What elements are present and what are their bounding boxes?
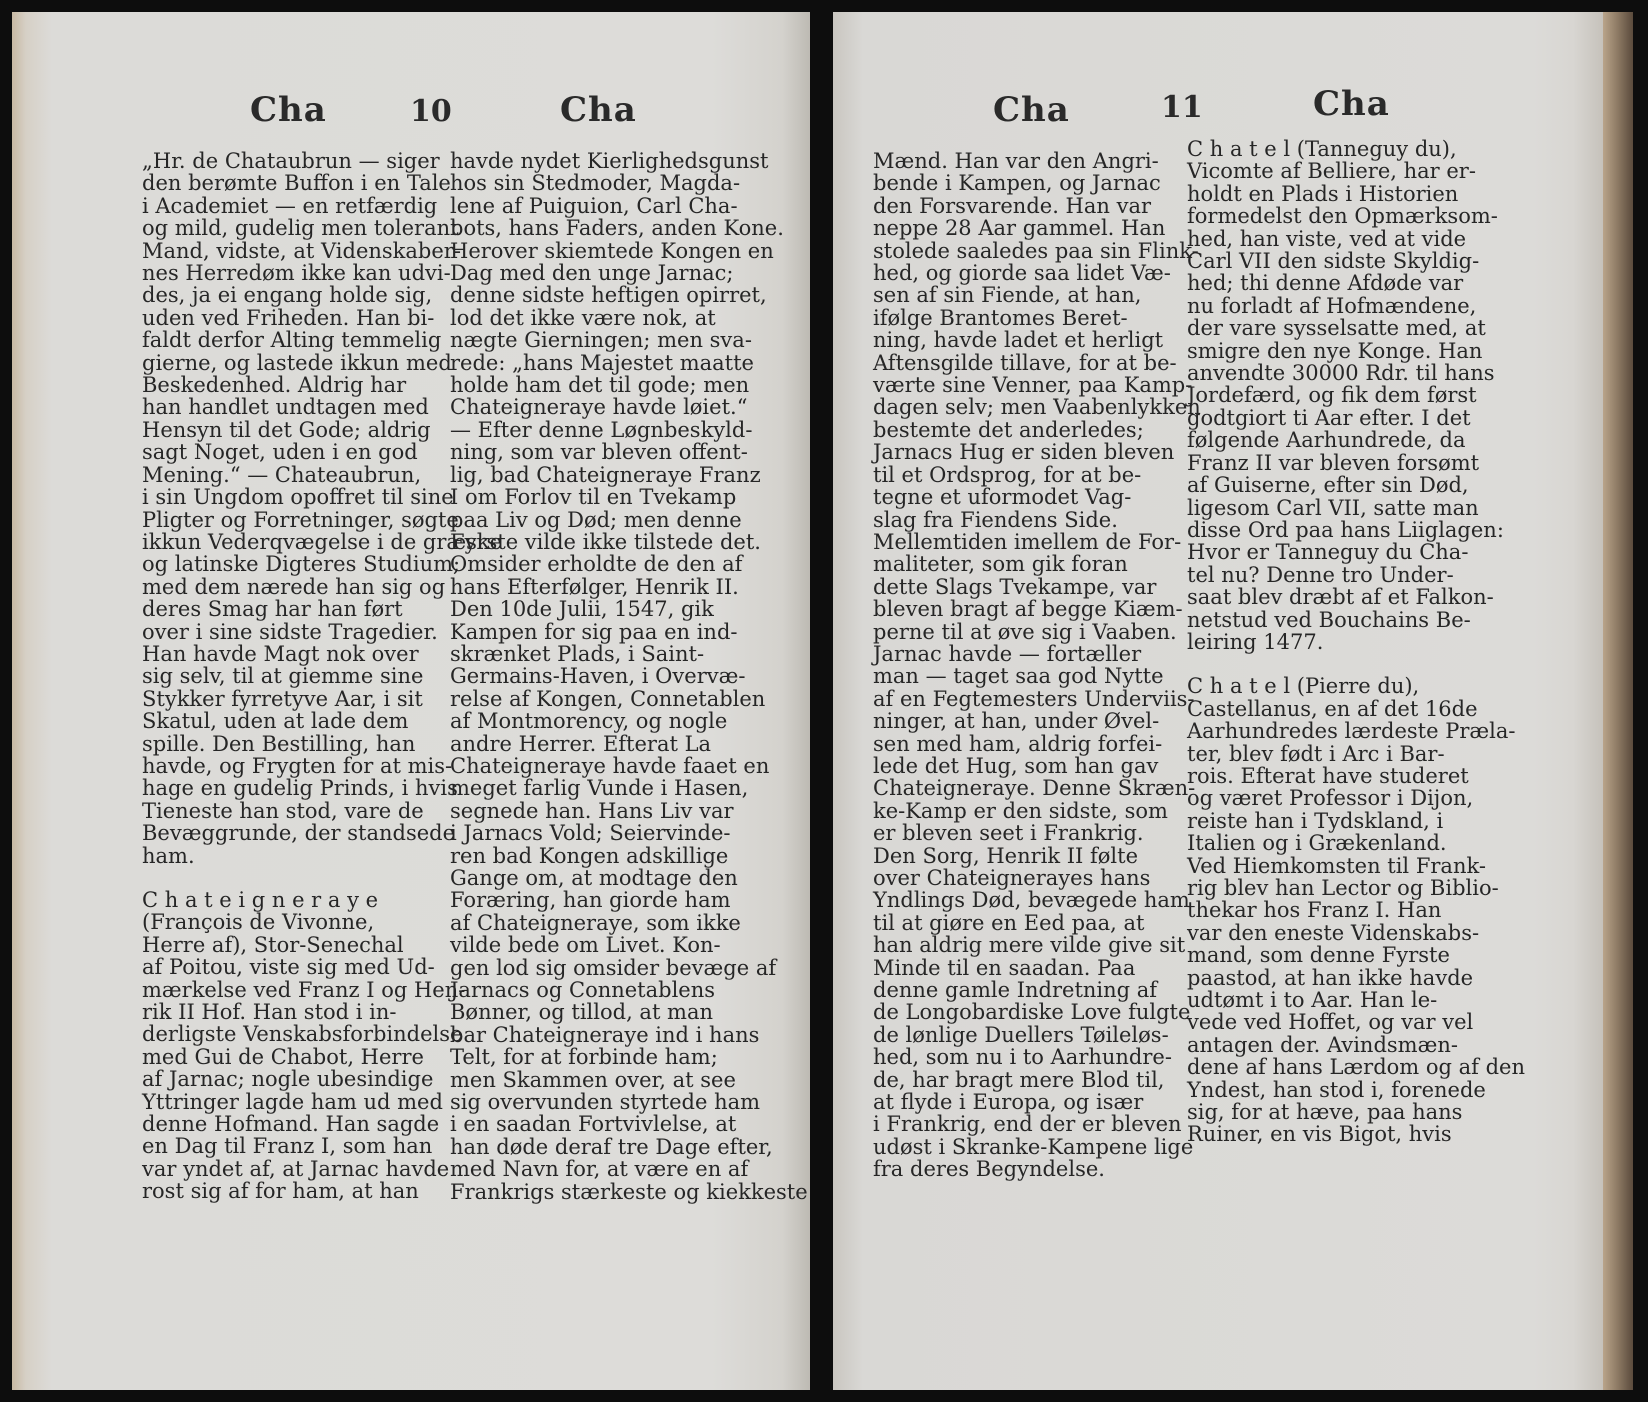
text-line: stolede saaledes paa sin Flink- xyxy=(873,238,1199,263)
text-line: segnede han. Hans Liv var xyxy=(450,798,734,823)
text-line: udtømt i to Aar. Han le- xyxy=(1187,988,1438,1013)
text-line: thekar hos Franz I. Han xyxy=(1187,898,1442,923)
text-line: holdt en Plads i Historien xyxy=(1187,181,1459,206)
text-line: nægte Gierningen; men sva- xyxy=(450,328,752,353)
text-line: anvendte 30000 Rdr. til hans xyxy=(1187,361,1495,386)
text-line: i Frankrig, end der er bleven xyxy=(873,1112,1182,1137)
text-line: Jarnacs og Connetablens xyxy=(450,978,716,1003)
text-line: men Skammen over, at see xyxy=(450,1067,736,1092)
text-line: der vare sysselsatte med, at xyxy=(1187,316,1486,341)
text-line: i sin Ungdom opoffret til sine xyxy=(142,485,454,510)
text-line: Chateigneraye. Denne Skræn- xyxy=(873,776,1196,801)
text-line: rig blev han Lector og Biblio- xyxy=(1187,876,1499,900)
text-line: nu forladt af Hofmændene, xyxy=(1187,293,1477,318)
text-line: Jordefærd, og fik dem først xyxy=(1187,383,1477,408)
right-running-head-left: Cha xyxy=(993,90,1070,130)
text-line: med Gui de Chabot, Herre xyxy=(142,1044,424,1069)
text-line: er bleven seet i Frankrig. xyxy=(873,821,1144,846)
text-line: derligste Venskabsforbindelse xyxy=(142,1022,463,1047)
text-line: Castellanus, en af det 16de xyxy=(1187,696,1478,721)
text-line: Yttringer lagde ham ud med xyxy=(142,1089,443,1114)
text-line: smigre den nye Konge. Han xyxy=(1187,338,1483,363)
text-line: ligesom Carl VII, satte man xyxy=(1187,495,1479,520)
text-line: andre Herrer. Efterat La xyxy=(450,731,712,756)
text-line: holde ham det til gode; men xyxy=(450,373,750,398)
text-line: Kampen for sig paa en ind- xyxy=(450,619,738,644)
text-line: paa Liv og Død; men denne xyxy=(450,507,742,532)
text-line: til at giøre en Eed paa, at xyxy=(873,910,1145,935)
text-line: ning, havde ladet et herligt xyxy=(873,328,1164,353)
text-line: reiste han i Tydskland, i xyxy=(1187,808,1444,833)
text-line: Minde til en saadan. Paa xyxy=(873,955,1136,980)
text-line: Mænd. Han var den Angri- xyxy=(873,149,1159,173)
text-line: Germains-Haven, i Overvæ- xyxy=(450,664,746,689)
text-line: af Guiserne, efter sin Død, xyxy=(1187,473,1469,498)
left-page-number: 10 xyxy=(410,94,452,129)
text-line: neppe 28 Aar gammel. Han xyxy=(873,216,1166,241)
text-line: gierne, og lastede ikkun med xyxy=(142,350,452,375)
text-line: nes Herredøm ikke kan udvi- xyxy=(142,261,451,286)
text-line: sig, for at hæve, paa hans xyxy=(1187,1100,1463,1125)
text-line: havde nydet Kierlighedsgunst xyxy=(450,149,769,173)
text-line: Yndlings Død, bevægede ham xyxy=(873,888,1190,913)
text-line: en Dag til Franz I, som han xyxy=(142,1134,433,1159)
text-line: var den eneste Videnskabs- xyxy=(1187,920,1480,945)
text-line: Carl VII den sidste Skyldig- xyxy=(1187,249,1480,274)
text-line: at flyde i Europa, og især xyxy=(873,1090,1144,1115)
text-line: Ved Hiemkomsten til Frank- xyxy=(1187,853,1486,878)
text-line: C h a t e i g n e r a y e xyxy=(142,888,379,912)
text-line: de lønlige Duellers Tøileløs- xyxy=(873,1022,1169,1047)
text-line: gen lod sig omsider bevæge af xyxy=(450,955,777,980)
text-line: lod det ikke være nok, at xyxy=(450,305,716,330)
text-line: Den Sorg, Henrik II følte xyxy=(873,843,1139,868)
text-line: med Navn for, at være en af xyxy=(450,1157,749,1182)
text-line: Pligter og Forretninger, søgte xyxy=(142,507,459,532)
right-page xyxy=(833,12,1603,1390)
text-line: og latinske Digteres Studium; xyxy=(142,552,461,577)
text-line: rik II Hof. Han stod i in- xyxy=(142,1000,397,1025)
text-line: slag fra Fiendens Side. xyxy=(873,507,1118,532)
text-line: bar Chateigneraye ind i hans xyxy=(450,1022,760,1047)
text-line: spille. Den Bestilling, han xyxy=(142,731,416,756)
text-line: Hensyn til det Gode; aldrig xyxy=(142,417,431,442)
text-line: over Chateignerayes hans xyxy=(873,866,1151,890)
left-column-2 xyxy=(450,149,808,1204)
right-column-1 xyxy=(873,149,1201,1182)
text-line: han handlet undtagen med xyxy=(142,395,429,420)
text-line: værte sine Venner, paa Kamp- xyxy=(873,373,1193,398)
text-line: af Jarnac; nogle ubesindige xyxy=(142,1067,434,1092)
text-line: Bønner, og tillod, at man xyxy=(450,1000,714,1025)
text-line: Aarhundredes lærdeste Præla- xyxy=(1187,719,1516,744)
text-line: dene af hans Lærdom og af den xyxy=(1187,1055,1526,1080)
text-line: hans Efterfølger, Henrik II. xyxy=(450,574,739,599)
text-line: Jarnac havde — fortæller xyxy=(873,641,1142,666)
text-line: sig selv, til at giemme sine xyxy=(142,664,424,689)
text-line: i Jarnacs Vold; Seiervinde- xyxy=(450,821,731,846)
text-line: Frankrigs stærkeste og kiekkeste xyxy=(450,1179,808,1204)
text-line: disse Ord paa hans Liiglagen: xyxy=(1187,517,1504,542)
text-line: Chateigneraye havde faaet en xyxy=(450,753,770,778)
text-line: rois. Efterat have studeret xyxy=(1187,763,1469,788)
text-line: Yndest, han stod i, forenede xyxy=(1187,1077,1486,1102)
text-line: dette Slags Tvekampe, var xyxy=(873,574,1157,599)
text-line: hed; thi denne Afdøde var xyxy=(1187,271,1464,296)
text-line: mand, som denne Fyrste xyxy=(1187,943,1450,968)
text-line: bleven bragt af begge Kiæm- xyxy=(873,597,1183,622)
text-line: hage en gudelig Prinds, i hvis xyxy=(142,776,458,801)
text-line: fra deres Begyndelse. xyxy=(873,1157,1105,1182)
text-line: Den 10de Julii, 1547, gik xyxy=(450,597,714,622)
text-line: meget farlig Vunde i Hasen, xyxy=(450,776,749,801)
text-line: Aftensgilde tillave, for at be- xyxy=(873,350,1177,375)
text-line: ning, som var bleven offent- xyxy=(450,440,748,465)
text-line: til et Ordsprog, for at be- xyxy=(873,462,1142,487)
text-line: af Chateigneraye, som ikke xyxy=(450,910,741,935)
text-line: af Montmorency, og nogle xyxy=(450,709,728,734)
text-line: (François de Vivonne, xyxy=(142,910,375,935)
text-line: Ruiner, en vis Bigot, hvis xyxy=(1187,1122,1452,1147)
left-running-head-left: Cha xyxy=(250,90,327,130)
text-line: han aldrig mere vilde give sit xyxy=(873,933,1186,958)
text-line: i en saadan Fortvivlelse, at xyxy=(450,1112,737,1137)
text-line: vilde bede om Livet. Kon- xyxy=(450,933,721,958)
text-line: maliteter, som gik foran xyxy=(873,552,1128,577)
text-line: Mening.“ — Chateaubrun, xyxy=(142,462,422,487)
text-line: saat blev dræbt af et Falkon- xyxy=(1187,585,1494,610)
text-line: Chateigneraye havde løiet.“ xyxy=(450,395,748,420)
text-line: faldt derfor Alting temmelig xyxy=(142,328,442,353)
text-line: Hvor er Tanneguy du Cha- xyxy=(1187,540,1469,565)
text-line: ren bad Kongen adskillige xyxy=(450,843,729,868)
text-line: tel nu? Denne tro Under- xyxy=(1187,562,1454,587)
text-line: rede: „hans Majestet maatte xyxy=(450,350,754,375)
text-line: skrænket Plads, i Saint- xyxy=(450,641,705,666)
text-line: man — taget saa god Nytte xyxy=(873,664,1164,689)
text-line: de, har bragt mere Blod til, xyxy=(873,1067,1165,1092)
book-edge xyxy=(1603,12,1633,1390)
text-line: „Hr. de Chataubrun — siger xyxy=(142,149,440,173)
text-line: bots, hans Faders, anden Kone. xyxy=(450,216,784,241)
text-line: leiring 1477. xyxy=(1187,629,1324,654)
text-line: Bevæggrunde, der standsede xyxy=(142,821,456,846)
text-line: og mild, gudelig men tolerant xyxy=(142,216,459,241)
text-line: han døde deraf tre Dage efter, xyxy=(450,1134,773,1159)
paragraph-gap xyxy=(142,867,432,889)
text-line: perne til at øve sig i Vaaben. xyxy=(873,619,1177,644)
text-line: sig overvunden styrtede ham xyxy=(450,1090,761,1115)
text-line: C h a t e l (Pierre du), xyxy=(1187,674,1420,699)
text-line: formedelst den Opmærksom- xyxy=(1187,204,1498,229)
text-line: Foræring, han giorde ham xyxy=(450,888,731,913)
text-line: Tieneste han stod, vare de xyxy=(142,798,424,823)
text-line: over i sine sidste Tragedier. xyxy=(142,619,438,644)
text-line: C h a t e l (Tanneguy du), xyxy=(1187,137,1457,161)
text-line: godtgiort ti Aar efter. I det xyxy=(1187,405,1471,430)
text-line: Skatul, uden at lade dem xyxy=(142,709,409,734)
text-line: denne sidste heftigen opirret, xyxy=(450,283,767,308)
right-page-number: 11 xyxy=(1161,90,1203,125)
text-line: Italien og i Grækenland. xyxy=(1187,831,1447,856)
text-line: antagen der. Avindsmæn- xyxy=(1187,1032,1458,1057)
text-line: Han havde Magt nok over xyxy=(142,641,419,666)
text-line: Fyrste vilde ikke tilstede det. xyxy=(450,529,761,554)
text-line: relse af Kongen, Connetablen xyxy=(450,686,766,711)
text-line: den Forsvarende. Han var xyxy=(873,193,1152,218)
left-page xyxy=(12,12,810,1390)
text-line: Stykker fyrretyve Aar, i sit xyxy=(142,686,423,711)
text-line: og været Professor i Dijon, xyxy=(1187,786,1474,811)
text-line: Beskedenhed. Aldrig har xyxy=(142,373,407,398)
text-line: Herover skiemtede Kongen en xyxy=(450,238,774,263)
text-line: mærkelse ved Franz I og Hen- xyxy=(142,977,466,1002)
text-line: sen af sin Fiende, at han, xyxy=(873,283,1142,308)
text-line: denne gamle Indretning af xyxy=(873,978,1158,1003)
text-line: Vicomte af Belliere, har er- xyxy=(1187,159,1476,184)
text-line: de Longobardiske Love fulgte xyxy=(873,1000,1191,1025)
text-line: sagt Noget, uden i en god xyxy=(142,440,418,465)
text-line: paastod, at han ikke havde xyxy=(1187,965,1474,990)
text-line: af Poitou, viste sig med Ud- xyxy=(142,955,435,980)
text-line: med dem nærede han sig og xyxy=(142,574,446,599)
text-line: vede ved Hoffet, og var vel xyxy=(1187,1010,1474,1035)
text-line: ham. xyxy=(142,843,195,868)
text-line: tegne et uformodet Vag- xyxy=(873,485,1132,510)
text-line: bende i Kampen, og Jarnac xyxy=(873,171,1161,196)
text-line: dagen selv; men Vaabenlykken xyxy=(873,395,1201,420)
text-line: ninger, at han, under Øvel- xyxy=(873,709,1160,734)
text-line: hed, og giorde saa lidet Væ- xyxy=(873,261,1171,286)
text-line: I om Forlov til en Tvekamp xyxy=(450,485,737,510)
left-column-1 xyxy=(142,149,503,1204)
text-line: ikkun Vederqvægelse i de græske xyxy=(142,529,503,554)
text-line: Omsider erholdte de den af xyxy=(450,552,743,577)
text-line: uden ved Friheden. Han bi- xyxy=(142,305,435,330)
text-line: hos sin Stedmoder, Magda- xyxy=(450,171,741,196)
text-line: bestemte det anderledes; xyxy=(873,417,1144,442)
text-line: Dag med den unge Jarnac; xyxy=(450,261,734,286)
text-line: ifølge Brantomes Beret- xyxy=(873,305,1128,330)
paragraph-gap xyxy=(1187,653,1487,675)
text-line: lene af Puiguion, Carl Cha- xyxy=(450,193,738,218)
text-line: Franz II var bleven forsømt xyxy=(1187,450,1480,475)
text-line: lede det Hug, som han gav xyxy=(873,753,1159,778)
text-line: følgende Aarhundrede, da xyxy=(1187,428,1466,453)
text-line: i Academiet — en retfærdig xyxy=(142,193,438,218)
text-line: var yndet af, at Jarnac havde xyxy=(142,1156,450,1181)
text-line: Mand, vidste, at Videnskaber- xyxy=(142,238,461,263)
right-running-head-right: Cha xyxy=(1313,84,1390,124)
text-line: udøst i Skranke-Kampene lige xyxy=(873,1134,1194,1159)
text-line: rost sig af for ham, at han xyxy=(142,1179,419,1204)
text-line: denne Hofmand. Han sagde xyxy=(142,1112,440,1137)
text-line: af en Fegtemesters Underviis- xyxy=(873,686,1195,711)
text-line: lig, bad Chateigneraye Franz xyxy=(450,462,761,487)
text-line: deres Smag har han ført xyxy=(142,597,403,622)
text-line: — Efter denne Løgnbeskyld- xyxy=(450,417,753,442)
text-line: Telt, for at forbinde ham; xyxy=(450,1045,718,1070)
right-column-2 xyxy=(1187,137,1526,1147)
text-line: hed, som nu i to Aarhundre- xyxy=(873,1045,1172,1070)
text-line: Gange om, at modtage den xyxy=(450,866,738,890)
text-line: ke-Kamp er den sidste, som xyxy=(873,798,1168,823)
text-line: havde, og Frygten for at mis- xyxy=(142,753,453,778)
text-line: Mellemtiden imellem de For- xyxy=(873,529,1182,554)
left-running-head-right: Cha xyxy=(560,90,637,130)
text-line: Herre af), Stor-Senechal xyxy=(142,932,404,957)
text-line: netstud ved Bouchains Be- xyxy=(1187,607,1471,632)
text-line: Jarnacs Hug er siden bleven xyxy=(873,440,1175,465)
text-line: den berømte Buffon i en Tale xyxy=(142,171,451,196)
text-line: des, ja ei engang holde sig, xyxy=(142,283,433,308)
text-line: hed, han viste, ved at vide xyxy=(1187,226,1467,251)
text-line: sen med ham, aldrig forfei- xyxy=(873,731,1163,756)
text-line: ter, blev født i Arc i Bar- xyxy=(1187,741,1445,766)
